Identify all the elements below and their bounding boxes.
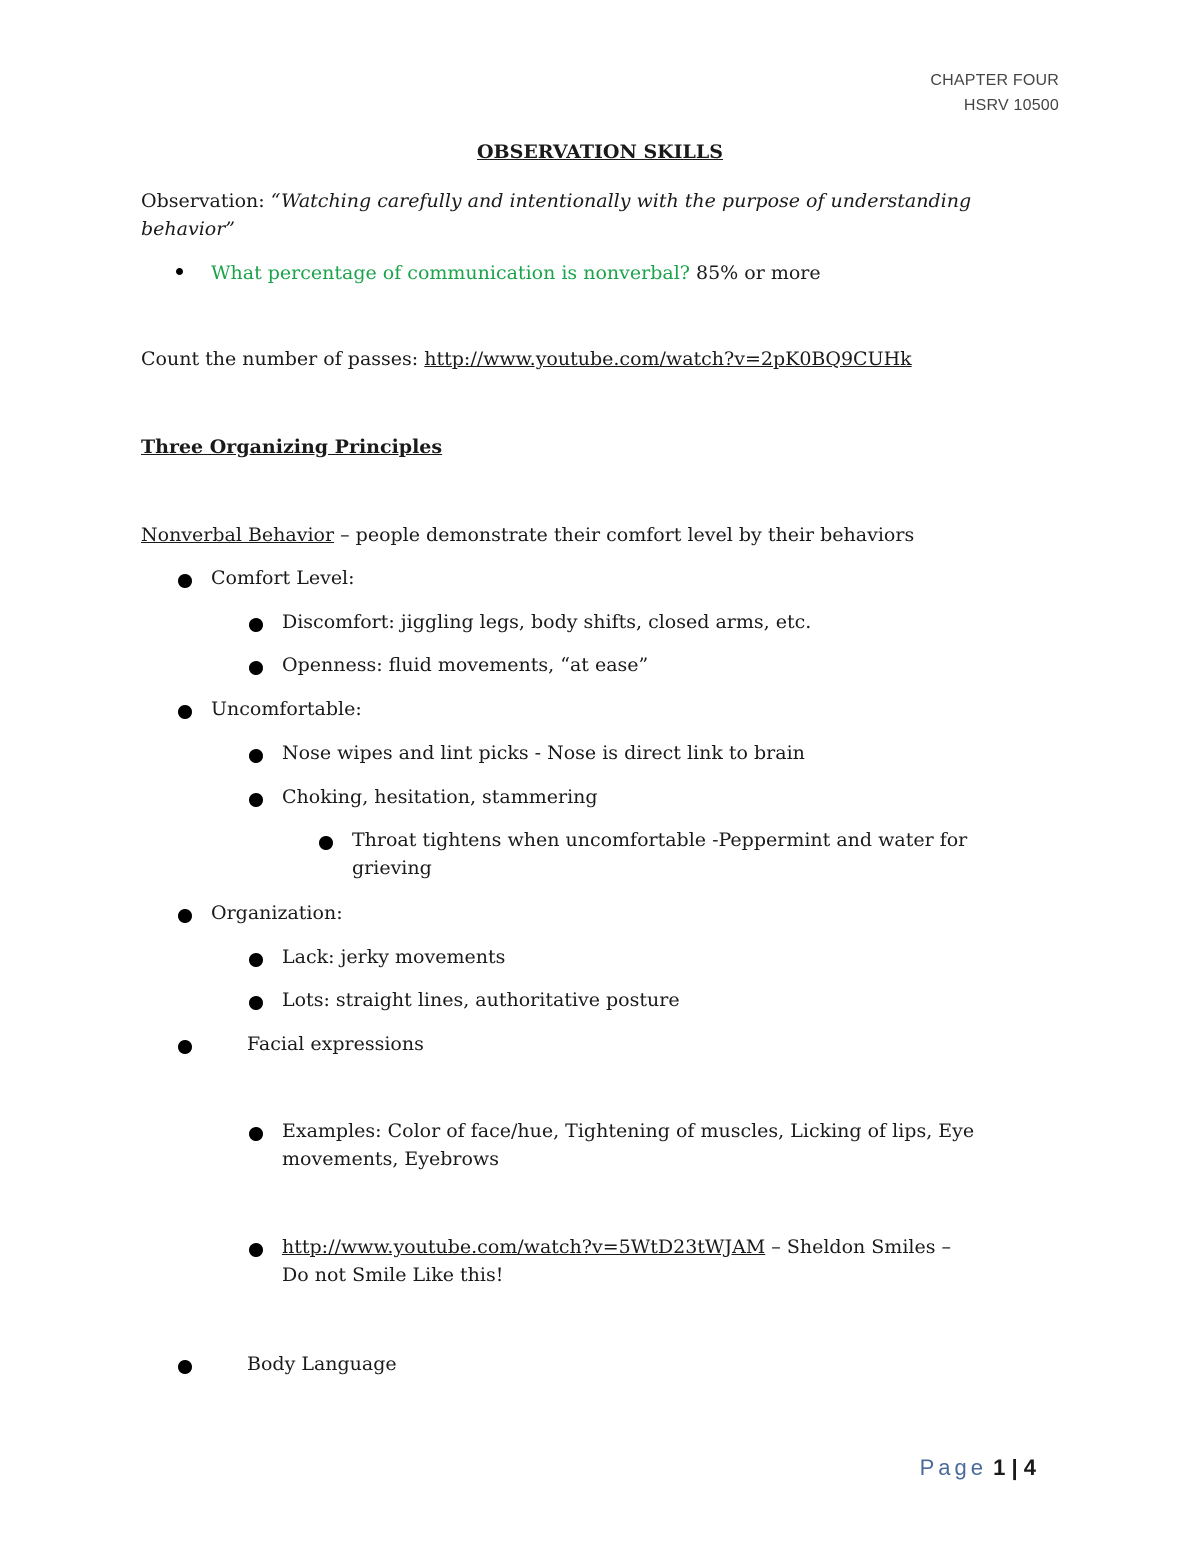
observation-line-2 [141,215,235,243]
bullet-icon [178,1040,192,1054]
list-item-discomfort: Discomfort: jiggling legs, body shifts, closed arms, etc. [282,611,812,633]
observation-line [141,187,971,215]
question-answer: 85% or more [689,262,821,284]
list-item-lots: Lots: straight lines, authoritative posture [282,989,680,1011]
list-item-organization: Organization: [211,902,343,924]
page-current: 1 [993,1455,1006,1480]
bullet-icon [249,749,263,763]
observation-quote-end: behavior” [141,218,236,240]
nonverbal-term: Nonverbal Behavior [141,524,335,546]
list-item-lack: Lack: jerky movements [282,946,506,968]
bullet-icon [176,268,183,275]
page-footer [920,1455,1036,1481]
list-item-examples: Examples: Color of face/hue, Tightening of muscles, Licking of lips, Eye [282,1120,975,1142]
list-item-openness: Openness: fluid movements, “at ease” [282,654,649,676]
list-item-uncomfortable: Uncomfortable: [211,698,362,720]
bullet-icon [249,1243,263,1257]
question-text: What percentage of communication is nonverbal? [211,262,690,284]
list-item-comfort: Comfort Level: [211,567,355,589]
passes-video-link[interactable]: http://www.youtube.com/watch?v=2pK0BQ9CUHk [424,348,912,370]
observation-label: Observation: [141,190,271,212]
bullet-icon [178,705,192,719]
bullet-icon [249,793,263,807]
bullet-icon [178,909,192,923]
list-item-sheldon-cont: Do not Smile Like this! [282,1264,504,1286]
page-separator: | [1005,1455,1024,1480]
count-passes-line [141,345,912,373]
list-item-facial: Facial expressions [247,1033,424,1055]
bullet-icon [249,618,263,632]
bullet-icon [249,953,263,967]
nonverbal-line [141,521,914,549]
list-item-throat-cont: grieving [352,857,432,879]
question-line [211,259,821,287]
count-passes-label: Count the number of passes: [141,348,425,370]
list-item-throat: Throat tightens when uncomfortable -Peppermint and water for [352,829,968,851]
list-item-sheldon [282,1233,951,1261]
bullet-icon [249,661,263,675]
observation-quote: “Watching carefully and intentionally with the purpose of understanding [270,190,972,212]
header-chapter: CHAPTER FOUR [930,72,1059,89]
sheldon-text: – Sheldon Smiles – [765,1236,952,1258]
list-item-nose: Nose wipes and lint picks - Nose is direct link to brain [282,742,805,764]
bullet-icon [249,1127,263,1141]
sheldon-video-link[interactable]: http://www.youtube.com/watch?v=5WtD23tWJAM [282,1236,766,1258]
nonverbal-desc: – people demonstrate their comfort level by their behaviors [334,524,915,546]
page-word: Page [919,1455,987,1480]
bullet-icon [178,1360,192,1374]
header-course: HSRV 10500 [963,97,1059,114]
bullet-icon [319,836,333,850]
bullet-icon [178,574,192,588]
section-heading: Three Organizing Principles [141,436,443,458]
bullet-icon [249,996,263,1010]
page-total: 4 [1023,1455,1036,1480]
list-item-choking: Choking, hesitation, stammering [282,786,598,808]
page-title: OBSERVATION SKILLS [476,141,724,163]
list-item-examples-cont: movements, Eyebrows [282,1148,499,1170]
list-item-body-language: Body Language [247,1353,397,1375]
